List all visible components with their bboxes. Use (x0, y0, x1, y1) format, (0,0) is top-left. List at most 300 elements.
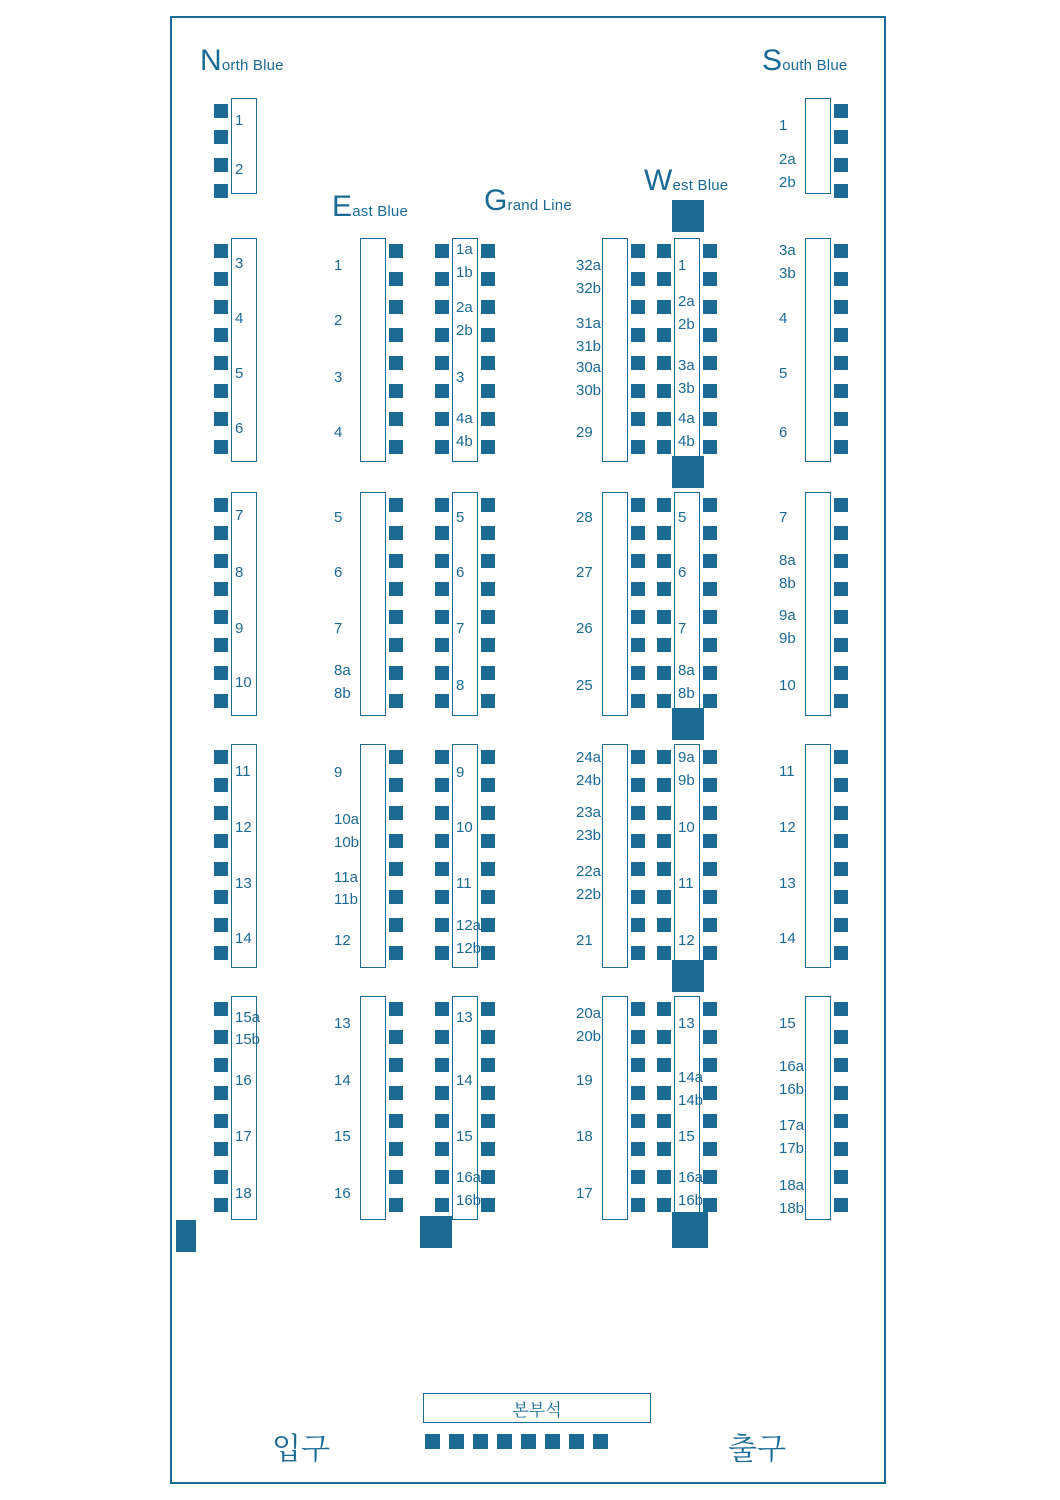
booth-cell[interactable] (481, 694, 495, 708)
booth-cell[interactable] (631, 440, 645, 454)
booth-cell[interactable] (657, 554, 671, 568)
booth-number: 5 (779, 365, 788, 382)
booth-cell[interactable] (657, 1002, 671, 1016)
booth-cell[interactable] (657, 440, 671, 454)
booth-cell[interactable] (631, 582, 645, 596)
booth-number: 7 (456, 620, 465, 637)
booth-cell[interactable] (481, 582, 495, 596)
booth-cell[interactable] (657, 1170, 671, 1184)
booth-cell[interactable] (631, 694, 645, 708)
booth-cell[interactable] (481, 806, 495, 820)
booth-cell[interactable] (631, 806, 645, 820)
booth-cell[interactable] (834, 1086, 848, 1100)
headquarters-desk[interactable]: 본부석 (423, 1393, 651, 1423)
booth-cell[interactable] (435, 890, 449, 904)
booth-cell[interactable] (435, 328, 449, 342)
booth-cell[interactable] (214, 834, 228, 848)
booth-cell[interactable] (214, 1030, 228, 1044)
booth-cell[interactable] (657, 806, 671, 820)
booth-cell[interactable] (389, 356, 403, 370)
special-block-center-bottom[interactable] (420, 1216, 452, 1248)
booth-cell[interactable] (481, 1058, 495, 1072)
booth-cell[interactable] (214, 244, 228, 258)
booth-cell[interactable] (481, 1142, 495, 1156)
booth-cell[interactable] (657, 694, 671, 708)
booth-cell[interactable] (435, 582, 449, 596)
booth-cell[interactable] (389, 526, 403, 540)
booth-cell[interactable] (834, 750, 848, 764)
booth-cell[interactable] (214, 554, 228, 568)
booth-cell[interactable] (214, 918, 228, 932)
booth-cell[interactable] (214, 184, 228, 198)
booth-cell[interactable] (389, 384, 403, 398)
booth-cell[interactable] (703, 1086, 717, 1100)
booth-cell[interactable] (631, 412, 645, 426)
booth-cell[interactable] (657, 1114, 671, 1128)
booth-cell[interactable] (834, 778, 848, 792)
booth-cell[interactable] (214, 610, 228, 624)
booth-cell[interactable] (214, 1002, 228, 1016)
booth-cell[interactable] (703, 582, 717, 596)
booth-cell[interactable] (481, 638, 495, 652)
booth-cell[interactable] (214, 526, 228, 540)
booth-cell[interactable] (435, 862, 449, 876)
booth-cell[interactable] (703, 1058, 717, 1072)
booth-cell[interactable] (703, 834, 717, 848)
booth-cell[interactable] (631, 1086, 645, 1100)
booth-cell[interactable] (657, 890, 671, 904)
booth-column-eastb-4[interactable] (452, 996, 478, 1220)
booth-cell[interactable] (481, 356, 495, 370)
booth-cell[interactable] (657, 244, 671, 258)
booth-cell[interactable] (214, 1114, 228, 1128)
booth-cell[interactable] (631, 1002, 645, 1016)
booth-cell[interactable] (389, 946, 403, 960)
booth-cell[interactable] (834, 130, 848, 144)
booth-cell[interactable] (214, 328, 228, 342)
front-seat[interactable] (473, 1434, 488, 1449)
booth-cell[interactable] (703, 328, 717, 342)
booth-cell[interactable] (834, 184, 848, 198)
booth-cell[interactable] (481, 272, 495, 286)
booth-cell[interactable] (214, 638, 228, 652)
booth-cell[interactable] (214, 582, 228, 596)
booth-cell[interactable] (389, 666, 403, 680)
booth-cell[interactable] (834, 834, 848, 848)
front-seat[interactable] (545, 1434, 560, 1449)
booth-cell[interactable] (435, 412, 449, 426)
booth-cell[interactable] (657, 272, 671, 286)
front-seat[interactable] (569, 1434, 584, 1449)
booth-cell[interactable] (435, 526, 449, 540)
booth-cell[interactable] (389, 300, 403, 314)
booth-cell[interactable] (631, 498, 645, 512)
booth-cell[interactable] (389, 272, 403, 286)
booth-cell[interactable] (481, 890, 495, 904)
booth-cell[interactable] (214, 750, 228, 764)
booth-cell[interactable] (214, 1142, 228, 1156)
booth-cell[interactable] (834, 1170, 848, 1184)
booth-cell[interactable] (834, 582, 848, 596)
booth-cell[interactable] (435, 1198, 449, 1212)
special-block-west-bottom[interactable] (672, 1212, 708, 1248)
booth-cell[interactable] (834, 694, 848, 708)
booth-cell[interactable] (214, 1058, 228, 1072)
booth-cell[interactable] (214, 498, 228, 512)
booth-cell[interactable] (389, 1170, 403, 1184)
booth-cell[interactable] (657, 1058, 671, 1072)
booth-cell[interactable] (703, 890, 717, 904)
booth-cell[interactable] (631, 890, 645, 904)
booth-cell[interactable] (481, 1002, 495, 1016)
booth-cell[interactable] (214, 778, 228, 792)
booth-cell[interactable] (834, 272, 848, 286)
booth-cell[interactable] (834, 1002, 848, 1016)
booth-cell[interactable] (631, 356, 645, 370)
booth-cell[interactable] (834, 1142, 848, 1156)
booth-cell[interactable] (631, 554, 645, 568)
booth-cell[interactable] (834, 890, 848, 904)
booth-cell[interactable] (214, 130, 228, 144)
booth-cell[interactable] (389, 328, 403, 342)
booth-cell[interactable] (435, 1058, 449, 1072)
booth-cell[interactable] (834, 610, 848, 624)
booth-cell[interactable] (481, 918, 495, 932)
special-block-west-mid2[interactable] (672, 708, 704, 740)
booth-cell[interactable] (631, 946, 645, 960)
section-initial: W (644, 164, 673, 197)
booth-cell[interactable] (703, 554, 717, 568)
booth-cell[interactable] (435, 918, 449, 932)
booth-cell[interactable] (481, 1114, 495, 1128)
booth-cell[interactable] (703, 750, 717, 764)
booth-cell[interactable] (657, 1142, 671, 1156)
booth-cell[interactable] (834, 638, 848, 652)
booth-cell[interactable] (389, 412, 403, 426)
booth-cell[interactable] (435, 806, 449, 820)
front-seat[interactable] (521, 1434, 536, 1449)
booth-cell[interactable] (834, 806, 848, 820)
booth-cell[interactable] (834, 554, 848, 568)
booth-cell[interactable] (657, 862, 671, 876)
booth-cell[interactable] (481, 440, 495, 454)
booth-cell[interactable] (389, 1030, 403, 1044)
booth-cell[interactable] (631, 1058, 645, 1072)
booth-cell[interactable] (389, 582, 403, 596)
booth-number: 6 (779, 424, 788, 441)
booth-cell[interactable] (214, 806, 228, 820)
booth-number: 11b (334, 891, 358, 908)
booth-cell[interactable] (389, 610, 403, 624)
booth-number: 11 (678, 875, 694, 892)
booth-cell[interactable] (834, 1198, 848, 1212)
booth-cell[interactable] (703, 778, 717, 792)
booth-cell[interactable] (435, 834, 449, 848)
booth-cell[interactable] (657, 778, 671, 792)
booth-cell[interactable] (631, 526, 645, 540)
booth-cell[interactable] (435, 384, 449, 398)
booth-cell[interactable] (435, 610, 449, 624)
booth-cell[interactable] (703, 1002, 717, 1016)
booth-cell[interactable] (631, 834, 645, 848)
booth-cell[interactable] (631, 778, 645, 792)
booth-cell[interactable] (435, 1142, 449, 1156)
front-seat[interactable] (425, 1434, 440, 1449)
booth-cell[interactable] (389, 862, 403, 876)
special-block-left-bottom[interactable] (176, 1220, 196, 1252)
booth-cell[interactable] (481, 384, 495, 398)
booth-cell[interactable] (657, 300, 671, 314)
booth-cell[interactable] (703, 526, 717, 540)
booth-cell[interactable] (631, 918, 645, 932)
booth-cell[interactable] (631, 638, 645, 652)
booth-cell[interactable] (657, 1086, 671, 1100)
booth-cell[interactable] (703, 610, 717, 624)
booth-cell[interactable] (481, 412, 495, 426)
booth-cell[interactable] (657, 834, 671, 848)
booth-cell[interactable] (834, 666, 848, 680)
booth-cell[interactable] (703, 1198, 717, 1212)
special-block-west-top[interactable] (672, 200, 704, 232)
booth-cell[interactable] (481, 328, 495, 342)
booth-cell[interactable] (631, 1114, 645, 1128)
booth-number: 12 (235, 819, 252, 836)
booth-cell[interactable] (657, 328, 671, 342)
booth-cell[interactable] (703, 412, 717, 426)
booth-cell[interactable] (481, 666, 495, 680)
booth-cell[interactable] (834, 440, 848, 454)
booth-cell[interactable] (703, 862, 717, 876)
booth-cell[interactable] (435, 638, 449, 652)
booth-cell[interactable] (657, 750, 671, 764)
booth-cell[interactable] (703, 356, 717, 370)
booth-cell[interactable] (631, 750, 645, 764)
booth-cell[interactable] (631, 666, 645, 680)
booth-cell[interactable] (435, 440, 449, 454)
booth-cell[interactable] (389, 778, 403, 792)
booth-cell[interactable] (389, 918, 403, 932)
booth-cell[interactable] (631, 1198, 645, 1212)
booth-cell[interactable] (389, 638, 403, 652)
booth-cell[interactable] (703, 638, 717, 652)
booth-cell[interactable] (703, 1170, 717, 1184)
booth-cell[interactable] (834, 918, 848, 932)
booth-cell[interactable] (481, 1198, 495, 1212)
booth-cell[interactable] (631, 862, 645, 876)
booth-cell[interactable] (435, 750, 449, 764)
booth-cell[interactable] (481, 244, 495, 258)
booth-cell[interactable] (481, 946, 495, 960)
booth-cell[interactable] (389, 1002, 403, 1016)
booth-cell[interactable] (481, 526, 495, 540)
booth-cell[interactable] (214, 412, 228, 426)
booth-cell[interactable] (834, 1058, 848, 1072)
booth-cell[interactable] (389, 1114, 403, 1128)
booth-cell[interactable] (703, 498, 717, 512)
booth-cell[interactable] (657, 412, 671, 426)
booth-number: 20b (576, 1028, 602, 1045)
booth-cell[interactable] (389, 694, 403, 708)
booth-cell[interactable] (214, 158, 228, 172)
booth-cell[interactable] (435, 1002, 449, 1016)
booth-cell[interactable] (481, 300, 495, 314)
booth-cell[interactable] (834, 244, 848, 258)
booth-cell[interactable] (631, 1030, 645, 1044)
booth-cell[interactable] (389, 1142, 403, 1156)
booth-column-east-2[interactable] (360, 492, 386, 716)
booth-cell[interactable] (703, 1030, 717, 1044)
booth-number: 17 (235, 1128, 252, 1145)
special-block-west-mid1[interactable] (672, 456, 704, 488)
booth-cell[interactable] (435, 300, 449, 314)
booth-cell[interactable] (703, 384, 717, 398)
booth-cell[interactable] (214, 1086, 228, 1100)
booth-cell[interactable] (214, 890, 228, 904)
booth-cell[interactable] (834, 498, 848, 512)
booth-cell[interactable] (435, 244, 449, 258)
booth-cell[interactable] (435, 946, 449, 960)
booth-cell[interactable] (481, 498, 495, 512)
booth-cell[interactable] (435, 1170, 449, 1184)
booth-cell[interactable] (214, 384, 228, 398)
booth-cell[interactable] (703, 666, 717, 680)
booth-cell[interactable] (703, 440, 717, 454)
booth-cell[interactable] (703, 300, 717, 314)
booth-cell[interactable] (631, 244, 645, 258)
booth-cell[interactable] (389, 554, 403, 568)
booth-cell[interactable] (631, 300, 645, 314)
booth-cell[interactable] (657, 356, 671, 370)
booth-cell[interactable] (435, 694, 449, 708)
front-seat[interactable] (449, 1434, 464, 1449)
booth-cell[interactable] (631, 1142, 645, 1156)
booth-cell[interactable] (214, 300, 228, 314)
booth-cell[interactable] (834, 862, 848, 876)
booth-cell[interactable] (389, 806, 403, 820)
booth-number: 18 (235, 1185, 252, 1202)
booth-number: 2a (779, 151, 796, 168)
booth-cell[interactable] (703, 806, 717, 820)
booth-cell[interactable] (657, 946, 671, 960)
booth-cell[interactable] (481, 554, 495, 568)
booth-cell[interactable] (657, 638, 671, 652)
booth-cell[interactable] (703, 1142, 717, 1156)
booth-cell[interactable] (435, 1114, 449, 1128)
booth-number: 31a (576, 315, 602, 332)
booth-cell[interactable] (435, 778, 449, 792)
booth-cell[interactable] (214, 666, 228, 680)
booth-cell[interactable] (389, 1198, 403, 1212)
booth-number: 32a (576, 257, 602, 274)
booth-cell[interactable] (481, 778, 495, 792)
booth-cell[interactable] (481, 610, 495, 624)
booth-cell[interactable] (657, 582, 671, 596)
booth-cell[interactable] (435, 554, 449, 568)
front-seat[interactable] (593, 1434, 608, 1449)
booth-cell[interactable] (834, 946, 848, 960)
booth-cell[interactable] (631, 328, 645, 342)
booth-cell[interactable] (214, 104, 228, 118)
booth-cell[interactable] (703, 1114, 717, 1128)
booth-cell[interactable] (631, 384, 645, 398)
booth-cell[interactable] (631, 1170, 645, 1184)
booth-cell[interactable] (703, 918, 717, 932)
booth-cell[interactable] (435, 1030, 449, 1044)
booth-cell[interactable] (214, 1198, 228, 1212)
booth-cell[interactable] (435, 666, 449, 680)
booth-cell[interactable] (481, 750, 495, 764)
booth-number: 7 (779, 509, 788, 526)
booth-cell[interactable] (481, 1030, 495, 1044)
booth-cell[interactable] (389, 834, 403, 848)
booth-cell[interactable] (703, 946, 717, 960)
booth-cell[interactable] (389, 750, 403, 764)
booth-cell[interactable] (834, 526, 848, 540)
booth-cell[interactable] (834, 158, 848, 172)
booth-cell[interactable] (703, 244, 717, 258)
section-initial: S (762, 44, 783, 77)
booth-cell[interactable] (214, 1170, 228, 1184)
booth-cell[interactable] (657, 666, 671, 680)
booth-cell[interactable] (834, 104, 848, 118)
booth-cell[interactable] (389, 1058, 403, 1072)
booth-cell[interactable] (657, 1030, 671, 1044)
booth-cell[interactable] (389, 1086, 403, 1100)
booth-cell[interactable] (481, 834, 495, 848)
booth-cell[interactable] (214, 356, 228, 370)
booth-cell[interactable] (834, 356, 848, 370)
front-seat[interactable] (497, 1434, 512, 1449)
booth-cell[interactable] (389, 440, 403, 454)
booth-cell[interactable] (435, 272, 449, 286)
booth-cell[interactable] (481, 862, 495, 876)
booth-cell[interactable] (481, 1170, 495, 1184)
booth-cell[interactable] (214, 946, 228, 960)
booth-cell[interactable] (657, 918, 671, 932)
booth-cell[interactable] (389, 498, 403, 512)
booth-cell[interactable] (389, 890, 403, 904)
booth-cell[interactable] (214, 272, 228, 286)
booth-cell[interactable] (703, 272, 717, 286)
booth-cell[interactable] (834, 1030, 848, 1044)
booth-cell[interactable] (657, 526, 671, 540)
booth-cell[interactable] (834, 384, 848, 398)
booth-number: 4a (456, 410, 473, 427)
booth-cell[interactable] (481, 1086, 495, 1100)
booth-cell[interactable] (214, 862, 228, 876)
booth-cell[interactable] (214, 694, 228, 708)
booth-cell[interactable] (657, 384, 671, 398)
booth-number: 14b (678, 1092, 704, 1109)
booth-cell[interactable] (703, 694, 717, 708)
booth-cell[interactable] (657, 498, 671, 512)
booth-cell[interactable] (657, 1198, 671, 1212)
booth-cell[interactable] (631, 272, 645, 286)
booth-number: 10 (235, 674, 252, 691)
booth-cell[interactable] (389, 244, 403, 258)
booth-cell[interactable] (834, 1114, 848, 1128)
booth-cell[interactable] (657, 610, 671, 624)
booth-cell[interactable] (435, 356, 449, 370)
booth-cell[interactable] (834, 300, 848, 314)
booth-cell[interactable] (214, 440, 228, 454)
booth-cell[interactable] (631, 610, 645, 624)
booth-cell[interactable] (435, 498, 449, 512)
booth-cell[interactable] (834, 328, 848, 342)
special-block-west-mid3[interactable] (672, 960, 704, 992)
booth-cell[interactable] (435, 1086, 449, 1100)
booth-cell[interactable] (834, 412, 848, 426)
